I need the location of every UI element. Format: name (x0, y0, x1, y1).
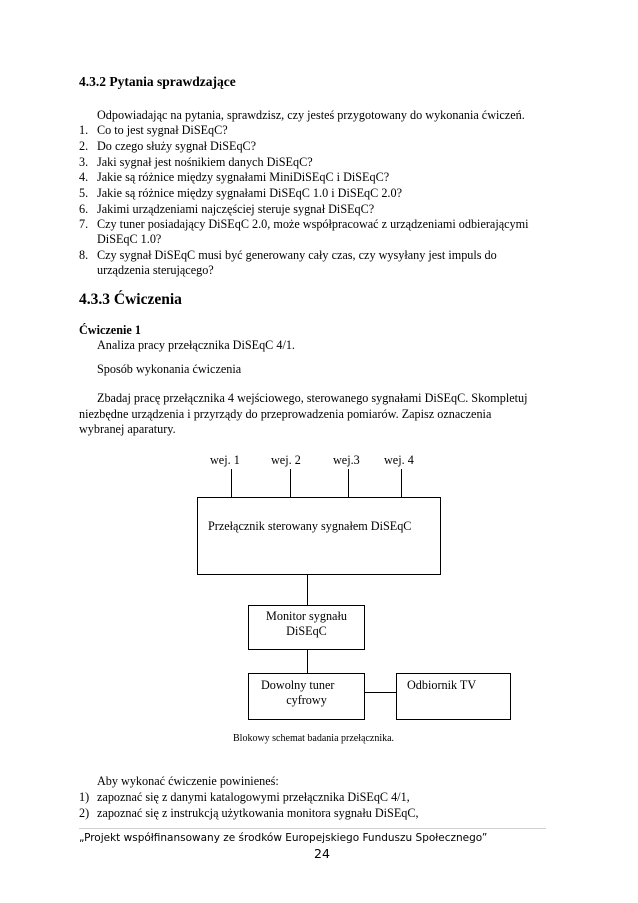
exercise-task: Analiza pracy przełącznika DiSEqC 4/1. (97, 338, 295, 352)
question-text: Jakie są różnice między sygnałami DiSEqC 1.0 i DiSEqC 2.0? (97, 186, 402, 200)
input-label: wej. 4 (384, 453, 414, 467)
question-num: 4. (79, 170, 89, 184)
tv-label: Odbiornik TV (407, 678, 477, 692)
monitor-label: DiSEqC (286, 624, 327, 638)
input-label: wej. 2 (271, 453, 301, 467)
connector-line (307, 650, 308, 673)
question-text: Czy tuner posiadający DiSEqC 2.0, może współpracować z urządzeniami odbierającymi (97, 217, 529, 231)
question-text-cont: DiSEqC 1.0? (97, 232, 162, 246)
question-text: Jaki sygnał jest nośnikiem danych DiSEqC? (97, 155, 313, 169)
step-num: 1) (79, 790, 90, 804)
step-num: 2) (79, 806, 90, 820)
section-title-433: 4.3.3 Ćwiczenia (79, 291, 182, 308)
tuner-label: cyfrowy (286, 693, 327, 707)
paragraph-line: niezbędne urządzenia i przyrządy do przeprowadzenia pomiarów. Zapisz oznaczenia (79, 407, 492, 421)
paragraph-line: Zbadaj pracę przełącznika 4 wejściowego, sterowanego sygnałami DiSEqC. Skompletuj (97, 391, 528, 405)
method-heading: Sposób wykonania ćwiczenia (97, 362, 242, 376)
section-title-432: 4.3.2 Pytania sprawdzające (79, 74, 236, 89)
input-line (348, 469, 349, 497)
question-text: Jakie są różnice między sygnałami MiniDiSEqC i DiSEqC? (97, 170, 390, 184)
input-label: wej.3 (333, 453, 360, 467)
question-num: 8. (79, 248, 89, 262)
input-label: wej. 1 (210, 453, 240, 467)
tuner-label: Dowolny tuner (261, 678, 335, 692)
connector-line (365, 692, 396, 693)
input-line (401, 469, 402, 497)
monitor-label: Monitor sygnału (266, 609, 347, 623)
switch-box (197, 497, 441, 575)
question-text-cont: urządzenia sterującego? (97, 263, 214, 277)
questions-intro: Odpowiadając na pytania, sprawdzisz, czy jesteś przygotowany do wykonania ćwiczeń. (97, 108, 525, 122)
connector-line (307, 575, 308, 605)
question-num: 5. (79, 186, 89, 200)
exercise-label: Ćwiczenie 1 (79, 323, 141, 337)
diagram-caption: Blokowy schemat badania przełącznika. (233, 733, 395, 744)
switch-label: Przełącznik sterowany sygnałem DiSEqC (208, 519, 412, 533)
question-text: Czy sygnał DiSEqC musi być generowany cały czas, czy wysyłany jest impuls do (97, 248, 497, 262)
input-line (231, 469, 232, 497)
paragraph-line: wybranej aparatury. (79, 422, 176, 436)
step-text: zapoznać się z danymi katalogowymi przełącznika DiSEqC 4/1, (97, 790, 410, 804)
footer-text: „Projekt współfinansowany ze środków Europejskiego Funduszu Społecznego” (79, 832, 488, 844)
page-number: 24 (314, 846, 330, 861)
step-text: zapoznać się z instrukcją użytkowania monitora sygnału DiSEqC, (97, 806, 419, 820)
question-text: Jakimi urządzeniami najczęściej steruje sygnał DiSEqC? (97, 202, 375, 216)
question-num: 7. (79, 217, 89, 231)
question-text: Co to jest sygnał DiSEqC? (97, 123, 228, 137)
question-text: Do czego służy sygnał DiSEqC? (97, 139, 257, 153)
question-num: 3. (79, 155, 89, 169)
question-num: 1. (79, 123, 89, 137)
question-num: 6. (79, 202, 89, 216)
input-line (290, 469, 291, 497)
question-num: 2. (79, 139, 89, 153)
steps-intro: Aby wykonać ćwiczenie powinieneś: (97, 774, 279, 788)
footer-divider (79, 828, 546, 829)
